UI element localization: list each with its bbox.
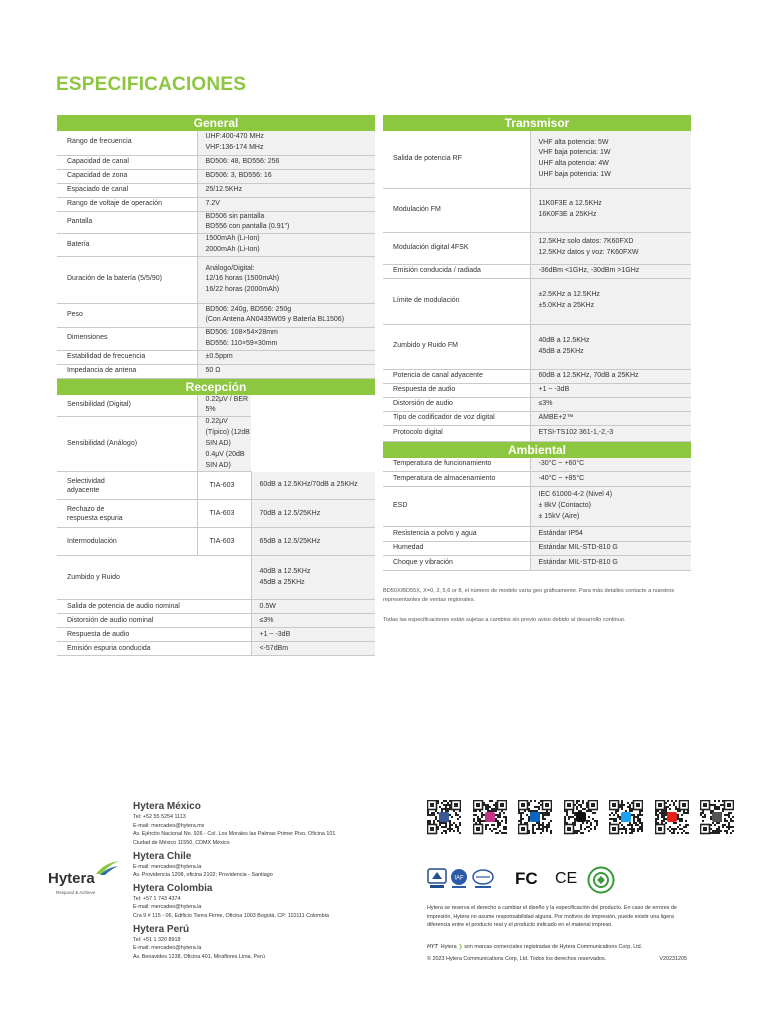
office-detail: Tel: +52 55 5254 1113 [133,814,186,820]
spec-value-line: 50 Ω [205,366,221,374]
qr-code-twitter-icon [609,800,643,836]
spec-value [530,188,691,232]
spec-value-line: -30°C ~ +60°C [538,459,585,467]
spec-row-tipo-de-codificador-de-voz-digital [383,411,691,425]
logo-tagline: Respond & Achieve [56,890,96,895]
spec-value-line: VHF baja potencia: 1W [538,149,611,157]
spec-value [197,327,375,350]
spec-value [530,556,691,571]
cepas-cert-icon [427,868,447,890]
spec-value-line: BD506: 108×54×28mm [205,328,278,336]
qr-code-website-icon [700,800,734,836]
spec-label [57,472,197,500]
transmisor-table [383,131,691,442]
contact-offices [133,801,403,965]
spec-value-line: 60dB a 12.5KHz/70dB a 25KHz [259,481,358,489]
spec-label: Rango de frecuencia [57,131,197,155]
disclaimer: Hytera se reserva el derecho a cambiar el diseño y la especificación del producto. En caso de errores de impresión, Hytera no asume responsabilidad alguna. Por motivos de impresión, puede existir una ligera diferencia entre el producto real y el producto indicado en el material impreso. [427,905,677,929]
spec-row-modulacion-fm [383,188,691,232]
spec-label-line: Rechazo de [67,505,105,513]
spec-label: Temperatura de funcionamiento [383,458,530,472]
spec-value-line: BD506: 3, BD556: 16 [205,171,272,179]
office-detail: Av. Providencia 1208, oficina 2102; Providencia - Santiago [133,872,273,879]
spec-row-modulacion-digital-4fsk [383,232,691,264]
spec-label [57,528,197,556]
spec-label: Humedad [383,542,530,556]
spec-label: Temperatura de almacenamiento [383,472,530,487]
spec-value-line: UHF alta potencia: 4W [538,160,609,168]
spec-value-line: 60dB a 12.5KHz, 70dB a 25KHz [538,371,639,379]
spec-row-estabilidad-de-frecuencia [57,350,375,364]
spec-label: Potencia de canal adyacente [383,369,530,383]
spec-value [197,364,375,378]
spec-row-dimensiones [57,327,375,350]
spec-label: Espaciado de canal [57,183,197,197]
spec-value-line: -40°C ~ +85°C [538,474,585,482]
spec-label: Sensibilidad (Digital) [57,395,197,417]
spec-row-rango-de-voltaje-de-operacion [57,197,375,211]
spec-row-rechazo-de-respuesta-espuria [57,500,375,528]
spec-label: Respuesta de audio [383,383,530,397]
spec-value-line: ±5.0KHz a 25KHz [538,302,595,309]
spec-value [530,131,691,188]
spec-value-line: Estándar MIL-STD-810 G [538,544,618,552]
spec-label: Distorsión de audio [383,397,530,411]
ce-cert-icon: CE [555,870,578,887]
spec-value [530,383,691,397]
office-hytera-peru [133,924,403,962]
spec-row-temperatura-de-funcionamiento [383,458,691,472]
spec-value [251,614,375,628]
ambiental-table [383,458,691,572]
fcc-cert-icon: FC [515,869,538,888]
office-detail: Av. Ejército Nacional No. 926 - Col. Los Morales las Palmas Primer Piso, Oficina 101 [133,831,336,838]
spec-value [251,472,375,500]
qr-code-facebook-icon [427,800,461,836]
spec-label: Sensibilidad (Análogo) [57,417,197,472]
qr-code-youtube-icon [655,800,689,836]
spec-label: Pantalla [57,211,197,234]
spec-value-line: 45dB a 25KHz [259,578,305,586]
spec-value-line: ≤3% [538,399,553,407]
spec-row-potencia-de-canal-adyacente [383,369,691,383]
spec-row-rango-de-frecuencia [57,131,375,155]
spec-row-peso [57,303,375,327]
spec-value [197,155,375,169]
spec-value [197,256,375,303]
spec-value-line: 2000mAh (Li-Ion) [205,246,260,254]
hytera-logo [48,860,128,900]
spec-value-line: BD506: 240g, BD556: 250g [205,305,292,313]
hytera-mark-icon: ❯ [458,944,463,950]
spec-value-line: Estándar IP54 [538,529,583,537]
recycle-cert-icon [587,866,615,894]
spec-value-line: 12/16 horas (1500mAh) [205,275,280,283]
spec-value-line: 40dB a 12.5KHz [259,568,311,576]
spec-value-line: ±2.5KHz a 12.5KHz [538,291,600,299]
office-detail: Av. Benavides 1238, Oficina 401, Miraflores Lima, Perú [133,954,265,961]
qr-code-linkedin-icon [518,800,552,836]
trademark-text: son marcas comerciales registradas de Hytera Communications Corp, Ltd. [464,944,643,950]
spec-value [530,542,691,556]
spec-value [530,472,691,487]
spec-value-line: 0.22μV (Típico) (12dB SIN AD) [205,418,250,447]
spec-label: Salida de potencia de audio nominal [57,600,251,614]
spec-value-line: 12.5KHz solo datos: 7K60FXD [538,238,634,246]
spec-value [530,324,691,369]
office-detail: E-mail: mercadeo@hytera.la [133,945,202,952]
spec-value-line: UHF:400-470 MHz [205,132,264,140]
spec-label: Duración de la batería (5/5/90) [57,256,197,303]
iaf-cert-icon [449,868,469,890]
spec-value-line: ≤3% [259,616,274,624]
model-note: BD50X/BD55X, X=0, 2, 5,6 or 8, el número de modelo varía geo gráficamente. Para más detalles contacte a nuestros representantes de ventas regionales. [383,588,675,603]
spec-value [197,350,375,364]
spec-value-line: AMBE+2™ [538,413,574,421]
spec-label: Choque y vibración [383,556,530,571]
spec-label: Resistencia a polvo y agua [383,527,530,542]
copyright-line [427,956,697,962]
spec-value [530,411,691,425]
spec-label: Zumbido y Ruido FM [383,324,530,369]
spec-value [197,131,375,155]
spec-label: Protocolo digital [383,425,530,441]
spec-value [197,395,251,417]
office-detail: Ciudad de México 11550, CDMX México [133,839,230,846]
spec-label-line: respuesta espuria [67,514,123,522]
spec-value [530,425,691,441]
spec-value [530,487,691,527]
spec-value [530,278,691,324]
spec-row-salida-de-potencia-rf [383,131,691,188]
spec-value-line: 70dB a 12.5/25KHz [259,509,321,517]
office-detail: E-mail: mercadeo@hytera.la [133,863,202,870]
spec-label: Batería [57,234,197,257]
section-header-ambiental: Ambiental [383,442,691,458]
spec-row-limite-de-modulacion [383,278,691,324]
spec-row-respuesta-de-audio [383,383,691,397]
spec-value [530,369,691,383]
spec-row-humedad [383,542,691,556]
office-detail: Cra 9 # 115 - 06, Edificio Tierra Firme, Oficina 1003 Bogotá, CP: 110111 Colombia [133,913,329,920]
recepcion-table [57,395,375,657]
spec-row-choque-y-vibracion [383,556,691,571]
spec-row-emision-espuria-conducida [57,642,375,656]
spec-standard: TIA-603 [197,472,251,500]
spec-value-line: <-57dBm [259,644,289,652]
spec-standard: TIA-603 [197,528,251,556]
spec-value-line: 12.5KHz datos y voz: 7K60FXW [538,249,639,256]
spec-label [57,500,197,528]
spec-value-line: 45dB a 25KHz [538,347,584,355]
spec-row-capacidad-de-zona [57,169,375,183]
svg-text:IAF: IAF [454,875,464,882]
office-name: Hytera Chile [133,850,192,862]
spec-value [530,232,691,264]
spec-row-bateria [57,234,375,257]
spec-value [530,397,691,411]
specs-change-note: Todas las especificaciones están sujetas a cambios sin previo aviso debido al desarrollo continuo. [383,617,626,623]
office-detail: E-mail: mercadeo@hytera.mx [133,822,205,829]
copyright-text: © 2023 Hytera Communications Corp, Ltd. Todos los derechos reservados. [427,956,607,962]
spec-label-line: Selectividad [67,477,105,485]
spec-standard: TIA-603 [197,500,251,528]
spec-row-pantalla [57,211,375,234]
spec-label: Salida de potencia RF [383,131,530,188]
spec-value-line: Análogo/Digital: [205,264,255,272]
spec-row-espaciado-de-canal [57,183,375,197]
spec-value-line: UHF baja potencia: 1W [538,171,611,179]
spec-value-line: ± 15kV (Aire) [538,512,580,520]
spec-value-line: 1500mAh (Li-Ion) [205,235,260,243]
spec-label: Emisión espuria conducida [57,642,251,656]
spec-label: Peso [57,303,197,327]
office-name: Hytera México [133,801,201,812]
spec-label: Modulación digital 4FSK [383,232,530,264]
spec-label: Zumbido y Ruido [57,556,251,600]
spec-row-protocolo-digital [383,425,691,441]
spec-row-emision-conducida-radiada [383,264,691,278]
spec-row-distorsion-de-audio-nominal [57,614,375,628]
spec-row-distorsion-de-audio [383,397,691,411]
spec-row-duracion-de-la-bateria-5-5-90 [57,256,375,303]
spec-value-line: VHF:136-174 MHz [205,143,264,151]
hytera-logo-mark-icon [94,860,120,876]
spec-value [197,183,375,197]
spec-value [197,234,375,257]
spec-value [251,642,375,656]
logo-wordmark: Hytera [48,870,95,887]
spec-value-line: ETSI-TS102 361-1,-2,-3 [538,428,614,436]
spec-value [251,528,375,556]
qr-codes [427,800,707,838]
left-column [57,115,375,656]
office-hytera-colombia [133,883,403,921]
version-code: V20231205 [659,956,687,962]
spec-value-line: 25/12.5KHz [205,185,243,193]
spec-value-line: 11K0F3E a 12.5KHz [538,200,602,208]
spec-value-line: 0.4μV (20dB SIN AD) [205,450,245,469]
spec-value-line: 16/22 horas (2000mAh) [205,286,280,294]
spec-value [530,458,691,472]
spec-row-zumbido-y-ruido [57,556,375,600]
office-name: Hytera Colombia [133,882,213,894]
office-name: Hytera Perú [133,923,190,935]
page-title: ESPECIFICACIONES [56,74,247,95]
spec-value-line: 65dB a 12.5/25KHz [259,537,321,545]
office-detail: Tel: +57 1 743 4374 [133,895,181,902]
spec-value [530,527,691,542]
spec-value-line: Estándar MIL-STD-810 G [538,558,618,566]
spec-value [251,628,375,642]
spec-label-line: adyacente [67,486,100,494]
spec-value [251,556,375,600]
spec-row-impedancia-de-antena [57,364,375,378]
spec-value-line: 7.2V [205,199,220,207]
spec-row-selectividad-adyacente [57,472,375,500]
spec-value-line: -36dBm <1GHz, -30dBm >1GHz [538,266,640,274]
spec-value [197,303,375,327]
spec-label: Capacidad de zona [57,169,197,183]
trademark-brand: Hytera [440,944,457,950]
spec-row-resistencia-a-polvo-y-agua [383,527,691,542]
spec-value [530,264,691,278]
qr-code-instagram-icon [473,800,507,836]
spec-value [197,169,375,183]
spec-row-esd [383,487,691,527]
spec-label: Dimensiones [57,327,197,350]
spec-row-salida-de-potencia-de-audio-nominal [57,600,375,614]
spec-label: Emisión conducida / radiada [383,264,530,278]
section-header-recepcion: Recepción [57,379,375,395]
section-header-general: General [57,115,375,131]
spec-value [251,600,375,614]
spec-value-line: ± 8kV (Contacto) [538,502,591,510]
spec-value-line: (Con Antena AN0435W09 y Batería BL1506) [205,316,345,324]
spec-label: Tipo de codificador de voz digital [383,411,530,425]
trademark-line [427,944,697,950]
spec-label: Distorsión de audio nominal [57,614,251,628]
spec-label: Capacidad de canal [57,155,197,169]
office-hytera-chile [133,851,403,880]
spec-value-line: BD556 con pantalla (0.91") [205,223,290,231]
certifications [427,866,677,896]
spec-value [251,500,375,528]
spec-label: Impedancia de antena [57,364,197,378]
spec-value-line: BD506 sin pantalla [205,212,265,220]
spec-value [197,417,251,472]
spec-row-zumbido-y-ruido-fm [383,324,691,369]
spec-value-line: 0.22μV / BER 5% [205,395,249,414]
spec-value-line: +1 ~ -3dB [259,630,291,638]
spec-value-line: BD556: 110×59×30mm [205,339,278,347]
spec-value [197,197,375,211]
office-detail: Tel: +51 1 320 8918 [133,936,181,943]
spec-label: Límite de modulación [383,278,530,324]
office-detail: E-mail: mercadeo@hytera.la [133,904,202,911]
spec-value-line: +1 ~ -3dB [538,385,570,393]
spec-label: Respuesta de audio [57,628,251,642]
section-header-transmisor: Transmisor [383,115,691,131]
spec-value [197,211,375,234]
spec-label: Rango de voltaje de operación [57,197,197,211]
qr-code-tiktok-icon [564,800,598,836]
iso-cert-icon [471,868,495,890]
spec-row-temperatura-de-almacenamiento [383,472,691,487]
spec-label: Estabilidad de frecuencia [57,350,197,364]
spec-value-line: VHF alta potencia: 5W [538,138,609,146]
spec-value-line: 0.5W [259,602,276,610]
spec-value-line: ±0.5ppm [205,352,233,360]
office-hytera-mexico [133,801,403,848]
spec-row-sensibilidad-digital [57,395,375,417]
spec-value-line: BD506: 48, BD556: 256 [205,157,280,165]
spec-value-line: IEC 61000-4-2 (Nivel 4) [538,491,613,499]
spec-label: ESD [383,487,530,527]
spec-row-intermodulacion [57,528,375,556]
spec-row-respuesta-de-audio [57,628,375,642]
spec-label-line: Intermodulación [67,538,117,546]
general-table [57,131,375,379]
right-column [383,115,691,571]
spec-value-line: 16K0F3E a 25KHz [538,211,597,218]
spec-row-sensibilidad-analogo [57,417,375,472]
spec-row-capacidad-de-canal [57,155,375,169]
spec-label: Modulación FM [383,188,530,232]
spec-value-line: 40dB a 12.5KHz [538,336,590,344]
hyt-mark-icon: HYT [427,944,438,950]
